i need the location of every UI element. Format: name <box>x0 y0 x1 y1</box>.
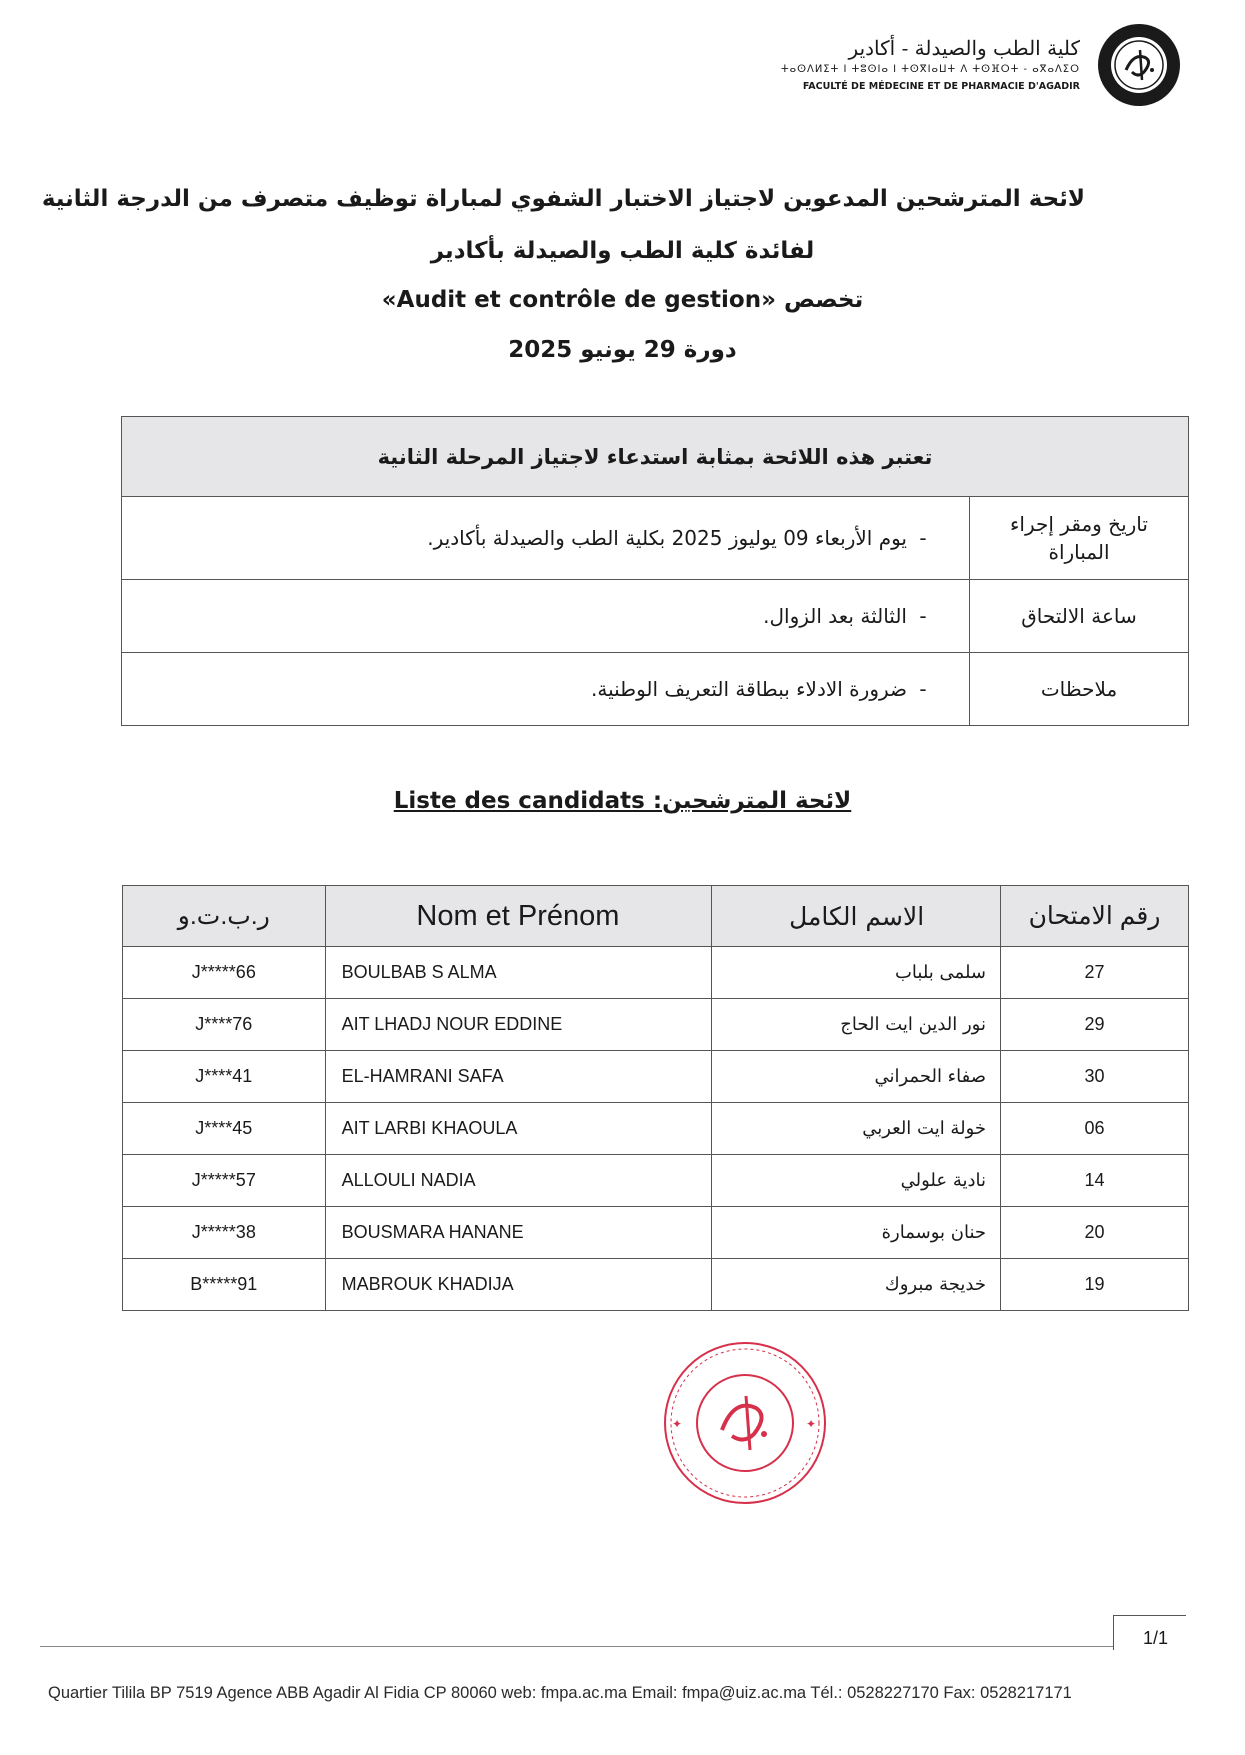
cell-name-fr: EL-HAMRANI SAFA <box>325 1051 712 1103</box>
info-label: ساعة الالتحاق <box>970 580 1189 653</box>
university-logo <box>1096 22 1182 108</box>
cell-name-ar: خديجة مبروك <box>712 1259 1001 1311</box>
cell-exam-number: 14 <box>1001 1155 1189 1207</box>
info-value-text: ضرورة الادلاء ببطاقة التعريف الوطنية. <box>591 677 907 701</box>
cell-cin: J****76 <box>123 999 326 1051</box>
info-banner-row <box>122 417 1189 497</box>
cell-exam-number: 06 <box>1001 1103 1189 1155</box>
faculty-name-tifinagh: ⵜⴰⵙⴷⵍⵉⵜ ⵏ ⵜⵓⵙⵏⴰ ⵏ ⵜⵙⴳⵏⴰⵡⵜ ⴷ ⵜⵙⴼⵔⵜ - ⴰⴳⴰⴷⵉⵔ <box>780 64 1080 75</box>
page-number: 1/1 <box>1143 1628 1169 1648</box>
title-line-1: لائحة المترشحين المدعوين لاجتياز الاختبار الشفوي لمباراة توظيف متصرف من الدرجة الثانية <box>41 186 1085 212</box>
faculty-name-arabic: كلية الطب والصيدلة - أكادير <box>848 36 1080 60</box>
cell-cin: J****45 <box>123 1103 326 1155</box>
cell-name-fr: AIT LHADJ NOUR EDDINE <box>325 999 712 1051</box>
cell-cin: B*****91 <box>123 1259 326 1311</box>
cell-name-ar: حنان بوسمارة <box>712 1207 1001 1259</box>
cell-cin: J*****66 <box>123 947 326 999</box>
faculty-name-french: FACULTÉ DE MÉDECINE ET DE PHARMACIE D'AGADIR <box>802 81 1080 92</box>
header-exam-number: رقم الامتحان <box>1001 886 1189 947</box>
cell-name-ar: نادية علولي <box>712 1155 1001 1207</box>
cell-name-ar: خولة ايت العربي <box>712 1103 1001 1155</box>
svg-text:✦: ✦ <box>672 1417 683 1431</box>
info-value: -الثالثة بعد الزوال. <box>122 580 970 653</box>
info-value: -ضرورة الادلاء ببطاقة التعريف الوطنية. <box>122 653 970 726</box>
title-line-3: تخصص «Audit et contrôle de gestion» <box>381 287 864 313</box>
cell-name-ar: سلمى بلباب <box>712 947 1001 999</box>
cell-name-fr: AIT LARBI KHAOULA <box>325 1103 712 1155</box>
info-row-date-venue <box>122 497 1189 580</box>
table-row <box>123 1259 1189 1311</box>
info-banner: تعتبر هذه اللائحة بمثابة استدعاء لاجتياز المرحلة الثانية <box>122 417 1189 497</box>
table-row <box>123 1103 1189 1155</box>
cell-cin: J*****57 <box>123 1155 326 1207</box>
cell-name-fr: ALLOULI NADIA <box>325 1155 712 1207</box>
info-value-text: الثالثة بعد الزوال. <box>763 604 907 628</box>
cell-name-ar: صفاء الحمراني <box>712 1051 1001 1103</box>
table-row <box>123 1155 1189 1207</box>
table-row <box>123 1051 1189 1103</box>
official-stamp <box>660 1338 830 1508</box>
convocation-info-table <box>121 416 1189 726</box>
title-line-2: لفائدة كلية الطب والصيدلة بأكادير <box>430 238 815 264</box>
table-row <box>123 1207 1189 1259</box>
header-cin: ر.ب.ت.و <box>123 886 326 947</box>
candidates-list-title: Liste des candidats :لائحة المترشحين <box>393 788 852 814</box>
cell-name-fr: BOULBAB S ALMA <box>325 947 712 999</box>
header-name-ar: الاسم الكامل <box>712 886 1001 947</box>
info-row-notes <box>122 653 1189 726</box>
cell-exam-number: 30 <box>1001 1051 1189 1103</box>
svg-text:✦: ✦ <box>806 1417 817 1431</box>
info-label: تاريخ ومقر إجراء المباراة <box>970 497 1189 580</box>
cell-exam-number: 29 <box>1001 999 1189 1051</box>
table-header-row <box>123 886 1189 947</box>
info-label: ملاحظات <box>970 653 1189 726</box>
header-name-fr: Nom et Prénom <box>325 886 712 947</box>
cell-exam-number: 20 <box>1001 1207 1189 1259</box>
table-row <box>123 947 1189 999</box>
cell-cin: J****41 <box>123 1051 326 1103</box>
info-value-text: يوم الأربعاء 09 يوليوز 2025 بكلية الطب والصيدلة بأكادير. <box>427 526 907 550</box>
info-value: -يوم الأربعاء 09 يوليوز 2025 بكلية الطب والصيدلة بأكادير. <box>122 497 970 580</box>
cell-name-fr: MABROUK KHADIJA <box>325 1259 712 1311</box>
cell-exam-number: 27 <box>1001 947 1189 999</box>
cell-name-fr: BOUSMARA HANANE <box>325 1207 712 1259</box>
footer-address: Quartier Tilila BP 7519 Agence ABB Agadir Al Fidia CP 80060 web: fmpa.ac.ma Email: fmpa@uiz.ac.ma Tél.: 0528227170 Fax: 0528217171 <box>48 1684 1072 1702</box>
table-row <box>123 999 1189 1051</box>
cell-name-ar: نور الدين ايت الحاج <box>712 999 1001 1051</box>
cell-exam-number: 19 <box>1001 1259 1189 1311</box>
cell-cin: J*****38 <box>123 1207 326 1259</box>
footer-divider <box>40 1646 1113 1647</box>
info-row-arrival-time <box>122 580 1189 653</box>
candidates-table <box>122 885 1189 1311</box>
title-line-4: دورة 29 يونيو 2025 <box>508 337 737 363</box>
